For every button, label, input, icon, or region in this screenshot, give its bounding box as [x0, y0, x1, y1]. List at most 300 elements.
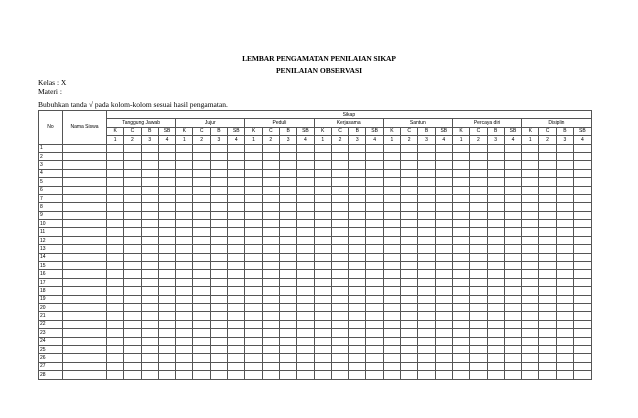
mark-cell[interactable] — [193, 345, 210, 353]
mark-cell[interactable] — [452, 236, 469, 244]
mark-cell[interactable] — [176, 371, 193, 379]
mark-cell[interactable] — [574, 245, 592, 253]
mark-cell[interactable] — [383, 303, 400, 311]
mark-cell[interactable] — [245, 161, 262, 169]
mark-cell[interactable] — [504, 152, 521, 160]
mark-cell[interactable] — [401, 295, 418, 303]
mark-cell[interactable] — [487, 345, 504, 353]
mark-cell[interactable] — [539, 144, 556, 152]
mark-cell[interactable] — [401, 337, 418, 345]
mark-cell[interactable] — [470, 211, 487, 219]
mark-cell[interactable] — [158, 295, 175, 303]
mark-cell[interactable] — [176, 152, 193, 160]
mark-cell[interactable] — [279, 245, 296, 253]
mark-cell[interactable] — [574, 194, 592, 202]
mark-cell[interactable] — [539, 178, 556, 186]
mark-cell[interactable] — [504, 169, 521, 177]
mark-cell[interactable] — [556, 186, 573, 194]
mark-cell[interactable] — [383, 169, 400, 177]
mark-cell[interactable] — [470, 186, 487, 194]
mark-cell[interactable] — [435, 186, 452, 194]
mark-cell[interactable] — [262, 178, 279, 186]
mark-cell[interactable] — [158, 245, 175, 253]
mark-cell[interactable] — [228, 169, 245, 177]
mark-cell[interactable] — [210, 194, 227, 202]
mark-cell[interactable] — [556, 203, 573, 211]
mark-cell[interactable] — [245, 329, 262, 337]
mark-cell[interactable] — [314, 354, 331, 362]
mark-cell[interactable] — [279, 211, 296, 219]
mark-cell[interactable] — [245, 203, 262, 211]
mark-cell[interactable] — [504, 312, 521, 320]
mark-cell[interactable] — [176, 245, 193, 253]
mark-cell[interactable] — [245, 211, 262, 219]
mark-cell[interactable] — [470, 178, 487, 186]
mark-cell[interactable] — [418, 152, 435, 160]
mark-cell[interactable] — [522, 295, 539, 303]
mark-cell[interactable] — [574, 169, 592, 177]
mark-cell[interactable] — [331, 236, 348, 244]
mark-cell[interactable] — [401, 144, 418, 152]
mark-cell[interactable] — [383, 320, 400, 328]
mark-cell[interactable] — [574, 320, 592, 328]
mark-cell[interactable] — [124, 354, 141, 362]
mark-cell[interactable] — [487, 178, 504, 186]
mark-cell[interactable] — [556, 345, 573, 353]
mark-cell[interactable] — [228, 354, 245, 362]
mark-cell[interactable] — [435, 354, 452, 362]
mark-cell[interactable] — [210, 337, 227, 345]
mark-cell[interactable] — [383, 354, 400, 362]
mark-cell[interactable] — [279, 278, 296, 286]
mark-cell[interactable] — [401, 236, 418, 244]
mark-cell[interactable] — [314, 220, 331, 228]
mark-cell[interactable] — [487, 278, 504, 286]
mark-cell[interactable] — [556, 245, 573, 253]
mark-cell[interactable] — [228, 186, 245, 194]
student-name-cell[interactable] — [63, 169, 107, 177]
mark-cell[interactable] — [297, 144, 314, 152]
mark-cell[interactable] — [210, 320, 227, 328]
mark-cell[interactable] — [141, 345, 158, 353]
mark-cell[interactable] — [366, 312, 383, 320]
mark-cell[interactable] — [245, 337, 262, 345]
mark-cell[interactable] — [556, 295, 573, 303]
mark-cell[interactable] — [331, 329, 348, 337]
mark-cell[interactable] — [245, 270, 262, 278]
mark-cell[interactable] — [539, 270, 556, 278]
mark-cell[interactable] — [574, 152, 592, 160]
mark-cell[interactable] — [245, 169, 262, 177]
student-name-cell[interactable] — [63, 211, 107, 219]
mark-cell[interactable] — [401, 211, 418, 219]
mark-cell[interactable] — [349, 245, 366, 253]
mark-cell[interactable] — [349, 320, 366, 328]
mark-cell[interactable] — [176, 228, 193, 236]
mark-cell[interactable] — [504, 329, 521, 337]
mark-cell[interactable] — [279, 270, 296, 278]
mark-cell[interactable] — [556, 220, 573, 228]
mark-cell[interactable] — [297, 152, 314, 160]
student-name-cell[interactable] — [63, 303, 107, 311]
mark-cell[interactable] — [331, 228, 348, 236]
mark-cell[interactable] — [279, 337, 296, 345]
mark-cell[interactable] — [141, 203, 158, 211]
mark-cell[interactable] — [141, 320, 158, 328]
mark-cell[interactable] — [158, 161, 175, 169]
mark-cell[interactable] — [107, 194, 124, 202]
mark-cell[interactable] — [470, 287, 487, 295]
mark-cell[interactable] — [107, 329, 124, 337]
mark-cell[interactable] — [314, 186, 331, 194]
mark-cell[interactable] — [470, 169, 487, 177]
mark-cell[interactable] — [401, 371, 418, 379]
mark-cell[interactable] — [349, 161, 366, 169]
mark-cell[interactable] — [331, 362, 348, 370]
mark-cell[interactable] — [470, 295, 487, 303]
mark-cell[interactable] — [331, 186, 348, 194]
mark-cell[interactable] — [297, 236, 314, 244]
mark-cell[interactable] — [418, 312, 435, 320]
mark-cell[interactable] — [193, 287, 210, 295]
mark-cell[interactable] — [107, 278, 124, 286]
mark-cell[interactable] — [522, 211, 539, 219]
mark-cell[interactable] — [556, 211, 573, 219]
mark-cell[interactable] — [383, 211, 400, 219]
mark-cell[interactable] — [158, 169, 175, 177]
mark-cell[interactable] — [141, 211, 158, 219]
mark-cell[interactable] — [141, 312, 158, 320]
mark-cell[interactable] — [297, 371, 314, 379]
mark-cell[interactable] — [331, 253, 348, 261]
mark-cell[interactable] — [504, 245, 521, 253]
mark-cell[interactable] — [314, 362, 331, 370]
mark-cell[interactable] — [228, 152, 245, 160]
mark-cell[interactable] — [210, 178, 227, 186]
mark-cell[interactable] — [193, 303, 210, 311]
mark-cell[interactable] — [297, 287, 314, 295]
mark-cell[interactable] — [574, 278, 592, 286]
mark-cell[interactable] — [435, 320, 452, 328]
mark-cell[interactable] — [158, 303, 175, 311]
mark-cell[interactable] — [522, 161, 539, 169]
mark-cell[interactable] — [176, 337, 193, 345]
mark-cell[interactable] — [349, 371, 366, 379]
mark-cell[interactable] — [504, 144, 521, 152]
mark-cell[interactable] — [176, 303, 193, 311]
mark-cell[interactable] — [435, 194, 452, 202]
mark-cell[interactable] — [176, 295, 193, 303]
mark-cell[interactable] — [574, 178, 592, 186]
mark-cell[interactable] — [141, 262, 158, 270]
mark-cell[interactable] — [470, 245, 487, 253]
mark-cell[interactable] — [487, 371, 504, 379]
mark-cell[interactable] — [556, 371, 573, 379]
mark-cell[interactable] — [487, 270, 504, 278]
mark-cell[interactable] — [331, 270, 348, 278]
mark-cell[interactable] — [245, 287, 262, 295]
mark-cell[interactable] — [107, 295, 124, 303]
mark-cell[interactable] — [228, 236, 245, 244]
mark-cell[interactable] — [366, 144, 383, 152]
mark-cell[interactable] — [331, 144, 348, 152]
mark-cell[interactable] — [366, 278, 383, 286]
mark-cell[interactable] — [556, 354, 573, 362]
mark-cell[interactable] — [556, 152, 573, 160]
mark-cell[interactable] — [522, 270, 539, 278]
mark-cell[interactable] — [349, 220, 366, 228]
student-name-cell[interactable] — [63, 144, 107, 152]
mark-cell[interactable] — [504, 236, 521, 244]
mark-cell[interactable] — [383, 329, 400, 337]
mark-cell[interactable] — [210, 295, 227, 303]
mark-cell[interactable] — [383, 220, 400, 228]
mark-cell[interactable] — [435, 345, 452, 353]
student-name-cell[interactable] — [63, 186, 107, 194]
mark-cell[interactable] — [418, 303, 435, 311]
mark-cell[interactable] — [158, 287, 175, 295]
mark-cell[interactable] — [331, 161, 348, 169]
mark-cell[interactable] — [141, 186, 158, 194]
mark-cell[interactable] — [228, 203, 245, 211]
mark-cell[interactable] — [176, 161, 193, 169]
mark-cell[interactable] — [383, 203, 400, 211]
mark-cell[interactable] — [574, 144, 592, 152]
mark-cell[interactable] — [107, 236, 124, 244]
mark-cell[interactable] — [418, 161, 435, 169]
mark-cell[interactable] — [124, 312, 141, 320]
mark-cell[interactable] — [574, 337, 592, 345]
mark-cell[interactable] — [522, 236, 539, 244]
mark-cell[interactable] — [262, 270, 279, 278]
mark-cell[interactable] — [124, 203, 141, 211]
mark-cell[interactable] — [193, 236, 210, 244]
mark-cell[interactable] — [418, 287, 435, 295]
mark-cell[interactable] — [470, 362, 487, 370]
mark-cell[interactable] — [193, 203, 210, 211]
mark-cell[interactable] — [383, 312, 400, 320]
mark-cell[interactable] — [176, 270, 193, 278]
mark-cell[interactable] — [366, 270, 383, 278]
mark-cell[interactable] — [176, 345, 193, 353]
mark-cell[interactable] — [452, 262, 469, 270]
mark-cell[interactable] — [262, 245, 279, 253]
mark-cell[interactable] — [279, 345, 296, 353]
mark-cell[interactable] — [193, 312, 210, 320]
mark-cell[interactable] — [522, 303, 539, 311]
mark-cell[interactable] — [124, 295, 141, 303]
mark-cell[interactable] — [504, 270, 521, 278]
mark-cell[interactable] — [366, 320, 383, 328]
mark-cell[interactable] — [124, 345, 141, 353]
mark-cell[interactable] — [539, 320, 556, 328]
mark-cell[interactable] — [279, 362, 296, 370]
mark-cell[interactable] — [435, 329, 452, 337]
mark-cell[interactable] — [366, 295, 383, 303]
mark-cell[interactable] — [504, 253, 521, 261]
mark-cell[interactable] — [366, 194, 383, 202]
mark-cell[interactable] — [228, 295, 245, 303]
mark-cell[interactable] — [210, 345, 227, 353]
mark-cell[interactable] — [383, 371, 400, 379]
mark-cell[interactable] — [487, 169, 504, 177]
mark-cell[interactable] — [314, 236, 331, 244]
mark-cell[interactable] — [401, 362, 418, 370]
mark-cell[interactable] — [366, 152, 383, 160]
mark-cell[interactable] — [435, 270, 452, 278]
mark-cell[interactable] — [349, 186, 366, 194]
mark-cell[interactable] — [297, 178, 314, 186]
mark-cell[interactable] — [487, 295, 504, 303]
mark-cell[interactable] — [452, 194, 469, 202]
mark-cell[interactable] — [297, 270, 314, 278]
mark-cell[interactable] — [470, 228, 487, 236]
mark-cell[interactable] — [141, 278, 158, 286]
mark-cell[interactable] — [418, 295, 435, 303]
mark-cell[interactable] — [452, 178, 469, 186]
mark-cell[interactable] — [452, 228, 469, 236]
mark-cell[interactable] — [262, 236, 279, 244]
student-name-cell[interactable] — [63, 337, 107, 345]
mark-cell[interactable] — [366, 245, 383, 253]
mark-cell[interactable] — [141, 295, 158, 303]
mark-cell[interactable] — [331, 337, 348, 345]
mark-cell[interactable] — [435, 220, 452, 228]
mark-cell[interactable] — [574, 161, 592, 169]
mark-cell[interactable] — [522, 262, 539, 270]
mark-cell[interactable] — [331, 178, 348, 186]
mark-cell[interactable] — [245, 320, 262, 328]
mark-cell[interactable] — [176, 211, 193, 219]
mark-cell[interactable] — [452, 278, 469, 286]
mark-cell[interactable] — [383, 161, 400, 169]
mark-cell[interactable] — [452, 329, 469, 337]
mark-cell[interactable] — [504, 161, 521, 169]
mark-cell[interactable] — [245, 144, 262, 152]
mark-cell[interactable] — [349, 228, 366, 236]
mark-cell[interactable] — [452, 169, 469, 177]
mark-cell[interactable] — [228, 211, 245, 219]
mark-cell[interactable] — [158, 371, 175, 379]
mark-cell[interactable] — [366, 236, 383, 244]
mark-cell[interactable] — [522, 245, 539, 253]
mark-cell[interactable] — [297, 312, 314, 320]
mark-cell[interactable] — [470, 371, 487, 379]
mark-cell[interactable] — [539, 152, 556, 160]
mark-cell[interactable] — [210, 303, 227, 311]
mark-cell[interactable] — [193, 220, 210, 228]
mark-cell[interactable] — [279, 203, 296, 211]
mark-cell[interactable] — [539, 262, 556, 270]
mark-cell[interactable] — [366, 203, 383, 211]
mark-cell[interactable] — [418, 186, 435, 194]
mark-cell[interactable] — [504, 186, 521, 194]
mark-cell[interactable] — [435, 312, 452, 320]
mark-cell[interactable] — [383, 295, 400, 303]
mark-cell[interactable] — [435, 362, 452, 370]
mark-cell[interactable] — [435, 236, 452, 244]
mark-cell[interactable] — [262, 337, 279, 345]
mark-cell[interactable] — [158, 203, 175, 211]
mark-cell[interactable] — [487, 303, 504, 311]
mark-cell[interactable] — [383, 144, 400, 152]
mark-cell[interactable] — [418, 236, 435, 244]
mark-cell[interactable] — [228, 253, 245, 261]
mark-cell[interactable] — [522, 220, 539, 228]
mark-cell[interactable] — [574, 220, 592, 228]
mark-cell[interactable] — [383, 362, 400, 370]
mark-cell[interactable] — [107, 345, 124, 353]
mark-cell[interactable] — [262, 329, 279, 337]
mark-cell[interactable] — [366, 345, 383, 353]
mark-cell[interactable] — [556, 337, 573, 345]
student-name-cell[interactable] — [63, 262, 107, 270]
mark-cell[interactable] — [435, 295, 452, 303]
mark-cell[interactable] — [331, 354, 348, 362]
mark-cell[interactable] — [435, 278, 452, 286]
mark-cell[interactable] — [245, 152, 262, 160]
mark-cell[interactable] — [556, 253, 573, 261]
mark-cell[interactable] — [401, 169, 418, 177]
mark-cell[interactable] — [141, 220, 158, 228]
mark-cell[interactable] — [314, 144, 331, 152]
mark-cell[interactable] — [193, 169, 210, 177]
mark-cell[interactable] — [141, 152, 158, 160]
mark-cell[interactable] — [401, 161, 418, 169]
mark-cell[interactable] — [262, 345, 279, 353]
mark-cell[interactable] — [349, 211, 366, 219]
mark-cell[interactable] — [349, 169, 366, 177]
mark-cell[interactable] — [210, 329, 227, 337]
mark-cell[interactable] — [158, 337, 175, 345]
mark-cell[interactable] — [193, 329, 210, 337]
mark-cell[interactable] — [452, 211, 469, 219]
mark-cell[interactable] — [401, 278, 418, 286]
mark-cell[interactable] — [418, 371, 435, 379]
mark-cell[interactable] — [522, 253, 539, 261]
mark-cell[interactable] — [470, 329, 487, 337]
mark-cell[interactable] — [556, 329, 573, 337]
mark-cell[interactable] — [470, 203, 487, 211]
mark-cell[interactable] — [314, 345, 331, 353]
mark-cell[interactable] — [314, 371, 331, 379]
mark-cell[interactable] — [124, 303, 141, 311]
mark-cell[interactable] — [245, 228, 262, 236]
mark-cell[interactable] — [158, 236, 175, 244]
mark-cell[interactable] — [262, 295, 279, 303]
mark-cell[interactable] — [176, 144, 193, 152]
student-name-cell[interactable] — [63, 228, 107, 236]
mark-cell[interactable] — [470, 303, 487, 311]
mark-cell[interactable] — [279, 295, 296, 303]
mark-cell[interactable] — [418, 253, 435, 261]
mark-cell[interactable] — [504, 303, 521, 311]
mark-cell[interactable] — [124, 245, 141, 253]
mark-cell[interactable] — [279, 144, 296, 152]
mark-cell[interactable] — [262, 278, 279, 286]
mark-cell[interactable] — [366, 186, 383, 194]
mark-cell[interactable] — [176, 220, 193, 228]
mark-cell[interactable] — [210, 203, 227, 211]
mark-cell[interactable] — [210, 270, 227, 278]
mark-cell[interactable] — [487, 228, 504, 236]
mark-cell[interactable] — [107, 161, 124, 169]
mark-cell[interactable] — [401, 354, 418, 362]
student-name-cell[interactable] — [63, 354, 107, 362]
mark-cell[interactable] — [193, 371, 210, 379]
mark-cell[interactable] — [452, 203, 469, 211]
mark-cell[interactable] — [124, 211, 141, 219]
